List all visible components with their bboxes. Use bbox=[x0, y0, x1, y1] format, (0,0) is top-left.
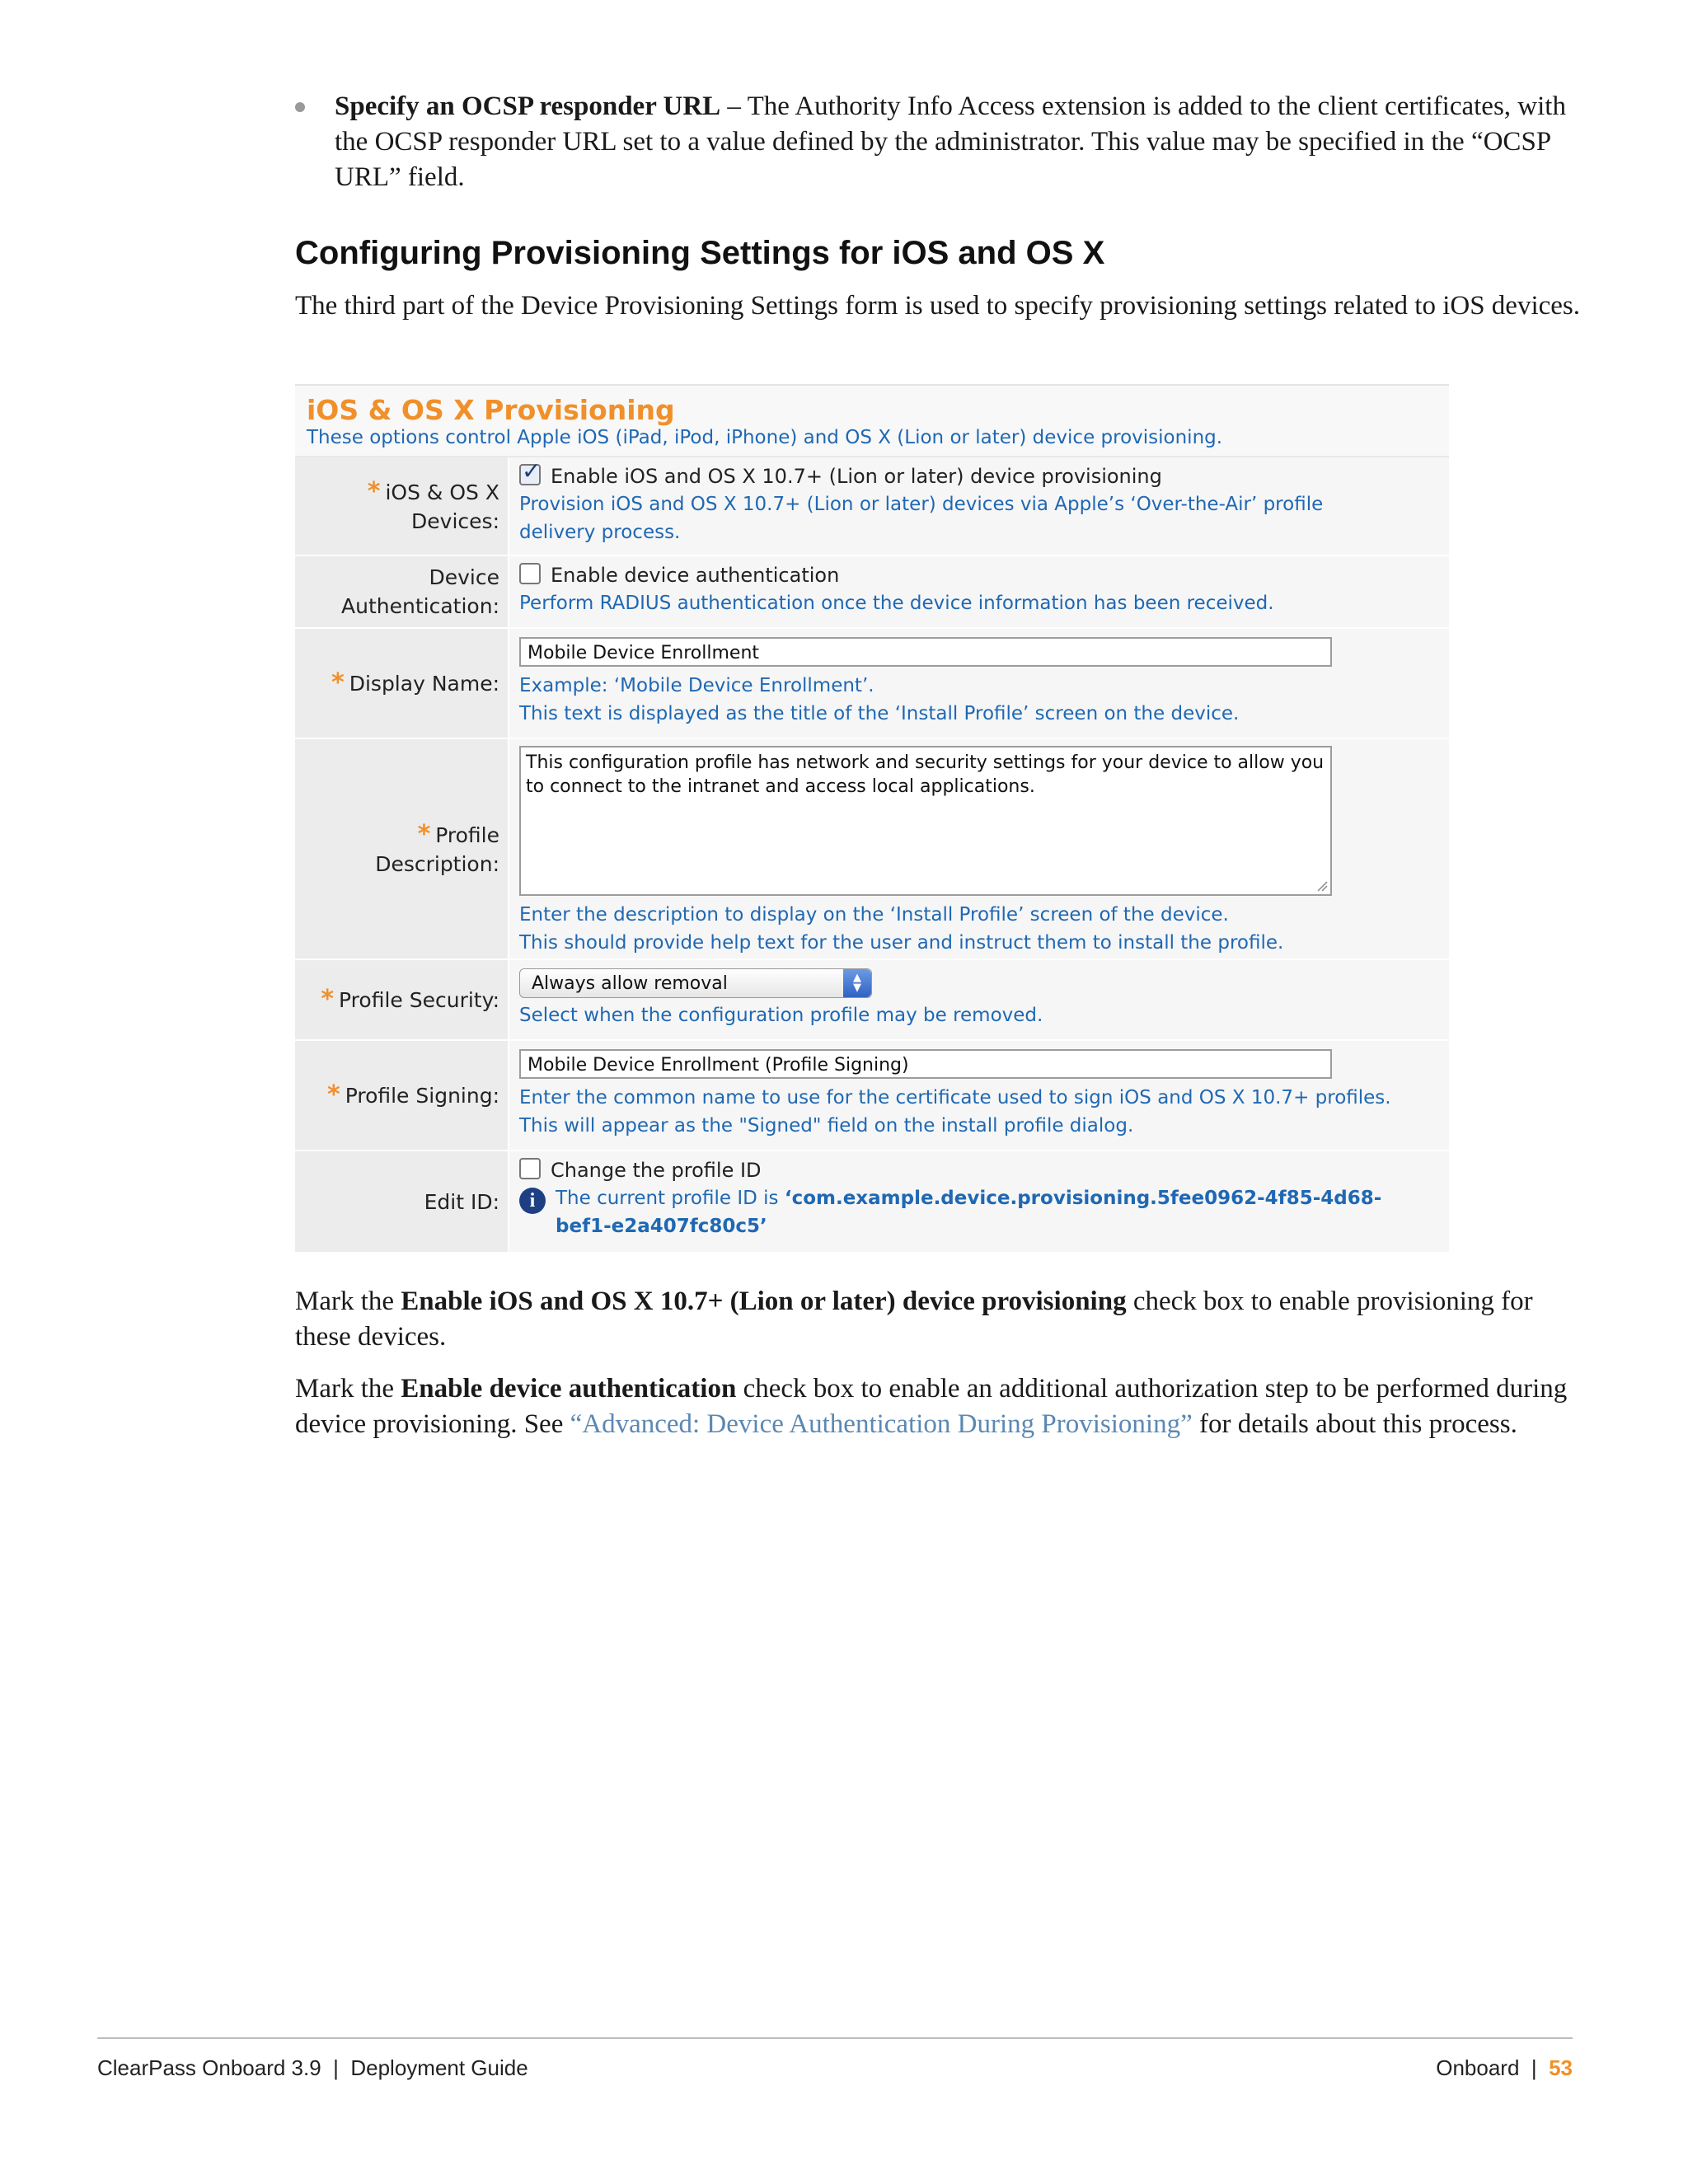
label-text: Display Name: bbox=[349, 672, 499, 696]
profile-id-value: ‘com.example.device.provisioning.5fee0962-4f85-4d68-bef1-e2a407fc80c5’ bbox=[556, 1188, 1382, 1237]
row-ios-devices bbox=[295, 457, 1449, 556]
resize-handle-icon[interactable] bbox=[1316, 880, 1328, 892]
footer-doc-title: ClearPass Onboard 3.9 | Deployment Guide bbox=[97, 2055, 528, 2080]
para1-text2: check box to enable provisioning for these devices. bbox=[295, 1286, 1533, 1352]
para1-bold: Enable iOS and OS X 10.7+ (Lion or later) device provisioning bbox=[401, 1286, 1127, 1316]
bullet-bold: Specify an OCSP responder URL bbox=[335, 91, 721, 121]
advanced-auth-link[interactable]: “Advanced: Device Authentication During Provisioning” bbox=[570, 1409, 1193, 1439]
value-edit-id bbox=[508, 1151, 1449, 1252]
required-icon: * bbox=[327, 1080, 340, 1109]
para2-text3: for details about this process. bbox=[1192, 1409, 1517, 1439]
change-profile-id-label: Change the profile ID bbox=[551, 1159, 762, 1182]
value-display-name bbox=[508, 629, 1449, 738]
label-line1: Profile bbox=[435, 823, 499, 847]
value-profile-description bbox=[508, 739, 1449, 958]
enable-ios-checkbox[interactable] bbox=[519, 464, 541, 485]
bullet-text bbox=[335, 89, 1581, 195]
label-display-name bbox=[295, 629, 508, 738]
ios-provisioning-screenshot bbox=[295, 384, 1449, 1248]
paragraph-enable-auth bbox=[295, 1371, 1581, 1442]
required-icon: * bbox=[331, 668, 345, 697]
profile-security-select[interactable] bbox=[519, 968, 872, 998]
label-text: Profile Signing: bbox=[345, 1084, 499, 1108]
label-line2: Devices: bbox=[411, 509, 499, 533]
change-profile-id-checkbox[interactable] bbox=[519, 1158, 541, 1179]
value-profile-signing bbox=[508, 1041, 1449, 1150]
enable-auth-checkbox[interactable] bbox=[519, 563, 541, 584]
profile-description-textarea[interactable] bbox=[519, 746, 1332, 896]
row-device-auth bbox=[295, 556, 1449, 629]
row-profile-signing bbox=[295, 1041, 1449, 1151]
label-text: Edit ID: bbox=[424, 1189, 499, 1214]
label-profile-description bbox=[295, 739, 508, 958]
label-device-auth bbox=[295, 556, 508, 627]
required-icon: * bbox=[367, 476, 381, 506]
enable-auth-label: Enable device authentication bbox=[551, 564, 840, 587]
profile-id-info bbox=[556, 1184, 1388, 1240]
form-subtitle: These options control Apple iOS (iPad, iPod, iPhone) and OS X (Lion or later) device provisioning. bbox=[307, 427, 1223, 448]
footer-page-info bbox=[1436, 2055, 1573, 2081]
ios-help-text: Provision iOS and OS X 10.7+ (Lion or later) devices via Apple’s ‘Over-the-Air’ profile delivery process. bbox=[519, 494, 1324, 543]
textarea-content: This configuration profile has network and security settings for your device to allow you to connect to the intranet and access local applications. bbox=[526, 752, 1325, 797]
auth-help-text: Perform RADIUS authentication once the device information has been received. bbox=[519, 593, 1274, 614]
select-value: Always allow removal bbox=[532, 973, 728, 994]
footer-section: Onboard | bbox=[1436, 2055, 1550, 2080]
para2-text2: check box to enable an additional authorization step to be performed during device provisioning. See bbox=[295, 1374, 1568, 1439]
profile-signing-input[interactable]: Mobile Device Enrollment (Profile Signing) bbox=[519, 1049, 1332, 1079]
row-display-name bbox=[295, 629, 1449, 739]
label-profile-signing bbox=[295, 1041, 508, 1150]
form-header bbox=[295, 386, 1449, 457]
info-prefix: The current profile ID is bbox=[556, 1188, 785, 1209]
security-help-text: Select when the configuration profile may be removed. bbox=[519, 1005, 1043, 1026]
display-help-1: Example: ‘Mobile Device Enrollment’. bbox=[519, 675, 874, 696]
enable-ios-label: Enable iOS and OS X 10.7+ (Lion or later) device provisioning bbox=[551, 465, 1162, 488]
footer-divider bbox=[97, 2037, 1573, 2039]
label-line2: Description: bbox=[375, 851, 499, 876]
signing-help-1: Enter the common name to use for the certificate used to sign iOS and OS X 10.7+ profiles. bbox=[519, 1087, 1391, 1108]
label-edit-id bbox=[295, 1151, 508, 1252]
label-line1: Device bbox=[429, 565, 499, 589]
page-number: 53 bbox=[1549, 2055, 1573, 2080]
select-arrows-icon[interactable]: ▲ ▼ bbox=[843, 969, 871, 997]
display-name-input[interactable]: Mobile Device Enrollment bbox=[519, 637, 1332, 667]
required-icon: * bbox=[321, 985, 335, 1014]
value-device-auth bbox=[508, 556, 1449, 627]
value-profile-security bbox=[508, 960, 1449, 1039]
ocsp-bullet bbox=[295, 89, 1581, 195]
para1-text1: Mark the bbox=[295, 1286, 401, 1316]
intro-paragraph: The third part of the Device Provisioning Settings form is used to specify provisioning settings related to iOS devices. bbox=[295, 291, 1580, 321]
description-help-2: This should provide help text for the user and instruct them to install the profile. bbox=[519, 932, 1284, 954]
value-ios-devices bbox=[508, 457, 1449, 555]
label-ios-devices bbox=[295, 457, 508, 555]
label-profile-security bbox=[295, 960, 508, 1039]
bullet-icon bbox=[295, 102, 305, 112]
row-edit-id bbox=[295, 1151, 1449, 1254]
required-icon: * bbox=[417, 819, 431, 849]
description-help-1: Enter the description to display on the ‘Install Profile’ screen of the device. bbox=[519, 904, 1229, 926]
label-line1: iOS & OS X bbox=[385, 480, 499, 504]
paragraph-enable-ios bbox=[295, 1284, 1581, 1355]
label-text: Profile Security: bbox=[339, 988, 499, 1012]
row-profile-security bbox=[295, 960, 1449, 1041]
info-icon: i bbox=[519, 1188, 546, 1214]
label-line2: Authentication: bbox=[341, 594, 499, 618]
bullet-body: – The Authority Info Access extension is added to the client certificates, with the OCSP responder URL set to a value defined by the administrator. This value may be specified in the “OCSP URL” field. bbox=[335, 91, 1566, 192]
row-profile-description bbox=[295, 739, 1449, 960]
section-heading: Configuring Provisioning Settings for iOS and OS X bbox=[295, 235, 1105, 271]
para2-text1: Mark the bbox=[295, 1374, 401, 1404]
form-title: iOS & OS X Provisioning bbox=[307, 394, 675, 426]
signing-help-2: This will appear as the "Signed" field on the install profile dialog. bbox=[519, 1115, 1134, 1137]
para2-bold: Enable device authentication bbox=[401, 1374, 737, 1404]
display-help-2: This text is displayed as the title of the ‘Install Profile’ screen on the device. bbox=[519, 703, 1240, 724]
